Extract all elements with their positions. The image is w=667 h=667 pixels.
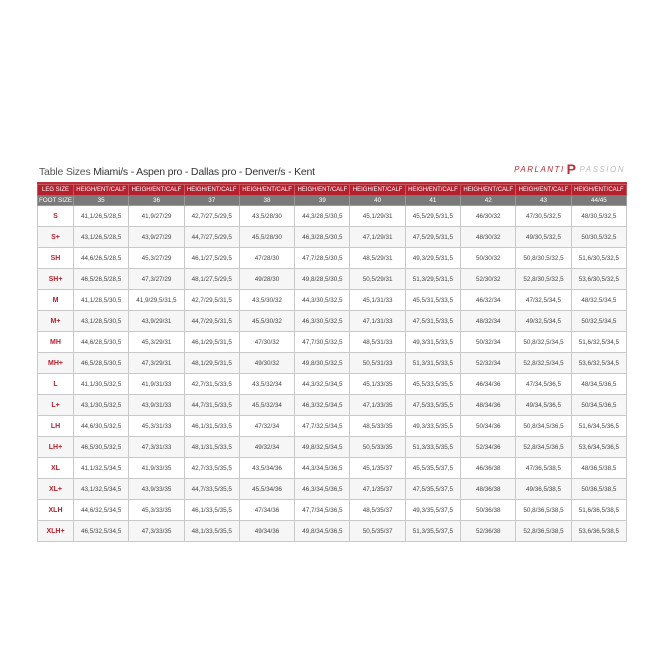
measurement-cell: 46,1/33,5/35,5 [184, 500, 239, 521]
measurement-cell: 47/30,5/32,5 [516, 206, 571, 227]
foot-size-cell: 39 [295, 196, 350, 206]
measurement-cell: 43,9/31/33 [129, 395, 184, 416]
measurement-cell: 47,3/29/31 [129, 353, 184, 374]
measurement-cell: 50/30,5/32,5 [571, 227, 626, 248]
measurement-cell: 41,1/32,5/34,5 [74, 458, 129, 479]
title-models: Miami/s - Aspen pro - Dallas pro - Denver/s - Kent [93, 166, 315, 178]
measurement-cell: 48/32,5/34,5 [571, 290, 626, 311]
measurement-cell: 44,3/28,5/30,5 [295, 206, 350, 227]
measurement-cell: 52/34/36 [461, 437, 516, 458]
measurement-cell: 43,5/34/36 [239, 458, 294, 479]
measurement-cell: 50,5/35/37 [350, 521, 405, 542]
measurement-cell: 47,1/31/33 [350, 311, 405, 332]
measurement-cell: 49,8/32,5/34,5 [295, 437, 350, 458]
table-row [38, 248, 627, 269]
leg-size-cell: S+ [38, 227, 74, 248]
table-row [38, 416, 627, 437]
leg-size-cell: XL+ [38, 479, 74, 500]
foot-size-cell: 43 [516, 196, 571, 206]
measurement-cell: 52/30/32 [461, 269, 516, 290]
measurement-cell: 47/32,5/34,5 [516, 290, 571, 311]
leg-size-cell: M [38, 290, 74, 311]
measurement-cell: 42,7/33,5/35,5 [184, 458, 239, 479]
brand-second: PASSION [579, 164, 625, 174]
measurement-cell: 46,5/28,5/30,5 [74, 353, 129, 374]
measurement-cell: 48/30/32 [461, 227, 516, 248]
measurement-cell: 48,5/31/33 [350, 332, 405, 353]
measurement-cell: 53,6/32,5/34,5 [571, 353, 626, 374]
measurement-cell: 46/36/38 [461, 458, 516, 479]
measurement-cell: 49,3/33,5/35,5 [405, 416, 460, 437]
measurement-cell: 52,8/34,5/36,5 [516, 437, 571, 458]
brand-logo [514, 161, 625, 177]
leg-size-cell: L+ [38, 395, 74, 416]
measurement-cell: 41,9/33/35 [129, 458, 184, 479]
measurement-cell: 51,6/30,5/32,5 [571, 248, 626, 269]
column-header: HEIGH/ENT/CALF [239, 185, 294, 196]
foot-size-header: FOOT SIZE [38, 197, 73, 204]
measurement-cell: 41,1/30,5/32,5 [74, 374, 129, 395]
measurement-cell: 45,5/35,5/37,5 [405, 458, 460, 479]
measurement-cell: 43,5/30/32 [239, 290, 294, 311]
measurement-cell: 49,3/29,5/31,5 [405, 248, 460, 269]
measurement-cell: 42,7/31,5/33,5 [184, 374, 239, 395]
measurement-cell: 47,3/27/29 [129, 269, 184, 290]
leg-size-cell: L [38, 374, 74, 395]
foot-size-cell: 40 [350, 196, 405, 206]
measurement-cell: 48,1/31,5/33,5 [184, 437, 239, 458]
measurement-cell: 46,3/32,5/34,5 [295, 395, 350, 416]
measurement-cell: 41,1/28,5/30,5 [74, 290, 129, 311]
measurement-cell: 50/36/38 [461, 500, 516, 521]
table-row [38, 500, 627, 521]
measurement-cell: 44,3/34,5/36,5 [295, 458, 350, 479]
title-row [37, 160, 627, 180]
measurement-cell: 49/28/30 [239, 269, 294, 290]
measurement-cell: 50/34,5/36,5 [571, 395, 626, 416]
measurement-cell: 45,3/27/29 [129, 248, 184, 269]
foot-size-cell: 44/45 [571, 196, 626, 206]
measurement-cell: 48,1/29,5/31,5 [184, 353, 239, 374]
measurement-cell: 41,1/26,5/28,5 [74, 206, 129, 227]
measurement-cell: 44,3/32,5/34,5 [295, 374, 350, 395]
measurement-cell: 47,5/33,5/35,5 [405, 395, 460, 416]
measurement-cell: 50/34/36 [461, 416, 516, 437]
table-row [38, 374, 627, 395]
measurement-cell: 45,5/33,5/35,5 [405, 374, 460, 395]
foot-size-cell: 41 [405, 196, 460, 206]
measurement-cell: 47,7/34,5/36,5 [295, 500, 350, 521]
leg-size-cell: M+ [38, 311, 74, 332]
column-header: HEIGH/ENT/CALF [295, 185, 350, 196]
brand-mark: P [566, 161, 578, 177]
measurement-cell: 47/30/32 [239, 332, 294, 353]
measurement-cell: 45,5/29,5/31,5 [405, 206, 460, 227]
leg-size-cell: XLH [38, 500, 74, 521]
measurement-cell: 45,5/30/32 [239, 311, 294, 332]
measurement-cell: 47/28/30 [239, 248, 294, 269]
measurement-cell: 48,5/35/37 [350, 500, 405, 521]
table-row [38, 206, 627, 227]
measurement-cell: 47/32/34 [239, 416, 294, 437]
column-header: HEIGH/ENT/CALF [350, 185, 405, 196]
measurement-cell: 44,6/28,5/30,5 [74, 332, 129, 353]
measurement-cell: 47,1/29/31 [350, 227, 405, 248]
measurement-cell: 50,8/30,5/32,5 [516, 248, 571, 269]
measurement-cell: 50,8/32,5/34,5 [516, 332, 571, 353]
measurement-cell: 43,1/26,5/28,5 [74, 227, 129, 248]
table-row [38, 521, 627, 542]
measurement-cell: 45,3/31/33 [129, 416, 184, 437]
measurement-cell: 52/36/38 [461, 521, 516, 542]
sizes-table [37, 184, 627, 542]
measurement-cell: 49/34,5/36,5 [516, 395, 571, 416]
measurement-cell: 49/32,5/34,5 [516, 311, 571, 332]
leg-size-cell: SH+ [38, 269, 74, 290]
measurement-cell: 46,3/34,5/36,5 [295, 479, 350, 500]
measurement-cell: 51,3/29,5/31,5 [405, 269, 460, 290]
leg-size-header: LEG SIZE [38, 185, 74, 196]
measurement-cell: 47,5/31,5/33,5 [405, 311, 460, 332]
measurement-cell: 48/34,5/36,5 [571, 374, 626, 395]
measurement-cell: 47,7/32,5/34,5 [295, 416, 350, 437]
column-header: HEIGH/ENT/CALF [184, 185, 239, 196]
measurement-cell: 47,5/29,5/31,5 [405, 227, 460, 248]
measurement-cell: 44,7/29,5/31,5 [184, 311, 239, 332]
measurement-cell: 46,3/30,5/32,5 [295, 311, 350, 332]
column-header: HEIGH/ENT/CALF [571, 185, 626, 196]
measurement-cell: 46,3/28,5/30,5 [295, 227, 350, 248]
measurement-cell: 41,9/27/29 [129, 206, 184, 227]
measurement-cell: 47,3/31/33 [129, 437, 184, 458]
measurement-cell: 43,1/32,5/34,5 [74, 479, 129, 500]
measurement-cell: 48,1/33,5/35,5 [184, 521, 239, 542]
measurement-cell: 49/30,5/32,5 [516, 227, 571, 248]
measurement-cell: 49,8/34,5/36,5 [295, 521, 350, 542]
measurement-cell: 47,5/35,5/37,5 [405, 479, 460, 500]
measurement-cell: 45,5/31,5/33,5 [405, 290, 460, 311]
leg-size-cell: XLH+ [38, 521, 74, 542]
measurement-cell: 41,9/29,5/31,5 [129, 290, 184, 311]
foot-size-cell: 38 [239, 196, 294, 206]
measurement-cell: 51,6/36,5/38,5 [571, 500, 626, 521]
column-header: HEIGH/ENT/CALF [461, 185, 516, 196]
measurement-cell: 48,1/27,5/29,5 [184, 269, 239, 290]
measurement-cell: 48,5/29/31 [350, 248, 405, 269]
foot-size-cell: 42 [461, 196, 516, 206]
measurement-cell: 47,1/33/35 [350, 395, 405, 416]
measurement-cell: 44,6/30,5/32,5 [74, 416, 129, 437]
foot-size-cell: 35 [74, 196, 129, 206]
measurement-cell: 41,9/31/33 [129, 374, 184, 395]
measurement-cell: 45,1/35/37 [350, 458, 405, 479]
size-chart [37, 160, 627, 542]
measurement-cell: 47/34,5/36,5 [516, 374, 571, 395]
measurement-cell: 47/34/36 [239, 500, 294, 521]
column-header: HEIGH/ENT/CALF [129, 185, 184, 196]
leg-size-cell: MH+ [38, 353, 74, 374]
measurement-cell: 49/32/34 [239, 437, 294, 458]
measurement-cell: 43,9/27/29 [129, 227, 184, 248]
measurement-cell: 46,5/30,5/32,5 [74, 437, 129, 458]
measurement-cell: 46/32/34 [461, 290, 516, 311]
measurement-cell: 50,8/34,5/36,5 [516, 416, 571, 437]
column-header: HEIGH/ENT/CALF [74, 185, 129, 196]
measurement-cell: 46,1/27,5/29,5 [184, 248, 239, 269]
measurement-cell: 50,8/36,5/38,5 [516, 500, 571, 521]
measurement-cell: 48/36,5/38,5 [571, 458, 626, 479]
measurement-cell: 49,8/28,5/30,5 [295, 269, 350, 290]
measurement-cell: 46/34/36 [461, 374, 516, 395]
measurement-cell: 43,5/32/34 [239, 374, 294, 395]
leg-size-cell: S [38, 206, 74, 227]
measurement-cell: 50/30/32 [461, 248, 516, 269]
leg-size-cell: LH [38, 416, 74, 437]
column-header: HEIGH/ENT/CALF [405, 185, 460, 196]
measurement-cell: 44,7/31,5/33,5 [184, 395, 239, 416]
measurement-cell: 48/30,5/32,5 [571, 206, 626, 227]
measurement-cell: 45,3/29/31 [129, 332, 184, 353]
measurement-cell: 51,6/34,5/36,5 [571, 416, 626, 437]
measurement-cell: 52,8/32,5/34,5 [516, 353, 571, 374]
measurement-cell: 47/36,5/38,5 [516, 458, 571, 479]
measurement-cell: 43,1/30,5/32,5 [74, 395, 129, 416]
measurement-cell: 49,3/35,5/37,5 [405, 500, 460, 521]
measurement-cell: 47,3/33/35 [129, 521, 184, 542]
table-row [38, 332, 627, 353]
foot-size-cell: 37 [184, 196, 239, 206]
measurement-cell: 43,1/28,5/30,5 [74, 311, 129, 332]
foot-size-cell: 36 [129, 196, 184, 206]
measurement-cell: 49/34/36 [239, 521, 294, 542]
measurement-cell: 45,5/34/36 [239, 479, 294, 500]
measurement-cell: 46,1/29,5/31,5 [184, 332, 239, 353]
measurement-cell: 50,5/31/33 [350, 353, 405, 374]
table-body [38, 206, 627, 542]
measurement-cell: 50,5/29/31 [350, 269, 405, 290]
leg-size-cell: LH+ [38, 437, 74, 458]
table-row [38, 353, 627, 374]
measurement-cell: 49,8/30,5/32,5 [295, 353, 350, 374]
measurement-cell: 45,1/33/35 [350, 374, 405, 395]
measurement-cell: 49/36,5/38,5 [516, 479, 571, 500]
header-row [38, 185, 627, 196]
measurement-cell: 47,7/30,5/32,5 [295, 332, 350, 353]
measurement-cell: 47,7/28,5/30,5 [295, 248, 350, 269]
measurement-cell: 50/32/34 [461, 332, 516, 353]
measurement-cell: 52/32/34 [461, 353, 516, 374]
measurement-cell: 51,3/33,5/35,5 [405, 437, 460, 458]
measurement-cell: 45,1/29/31 [350, 206, 405, 227]
measurement-cell: 44,7/27,5/29,5 [184, 227, 239, 248]
measurement-cell: 50/32,5/34,5 [571, 311, 626, 332]
measurement-cell: 51,3/31,5/33,5 [405, 353, 460, 374]
measurement-cell: 49,3/31,5/33,5 [405, 332, 460, 353]
measurement-cell: 43,5/28/30 [239, 206, 294, 227]
table-row [38, 227, 627, 248]
measurement-cell: 52,8/36,5/38,5 [516, 521, 571, 542]
measurement-cell: 45,1/31/33 [350, 290, 405, 311]
leg-size-cell: SH [38, 248, 74, 269]
table-row [38, 437, 627, 458]
measurement-cell: 46/30/32 [461, 206, 516, 227]
measurement-cell: 46,5/32,5/34,5 [74, 521, 129, 542]
measurement-cell: 42,7/29,5/31,5 [184, 290, 239, 311]
table-row [38, 311, 627, 332]
measurement-cell: 50/36,5/38,5 [571, 479, 626, 500]
measurement-cell: 46,5/26,5/28,5 [74, 269, 129, 290]
measurement-cell: 53,6/30,5/32,5 [571, 269, 626, 290]
measurement-cell: 45,5/28/30 [239, 227, 294, 248]
table-row [38, 290, 627, 311]
measurement-cell: 46,1/31,5/33,5 [184, 416, 239, 437]
title-prefix: Table Sizes [39, 166, 91, 178]
measurement-cell: 43,9/29/31 [129, 311, 184, 332]
table-row [38, 395, 627, 416]
column-header: HEIGH/ENT/CALF [516, 185, 571, 196]
foot-size-row [38, 196, 627, 206]
table-row [38, 479, 627, 500]
measurement-cell: 44,3/30,5/32,5 [295, 290, 350, 311]
measurement-cell: 49/30/32 [239, 353, 294, 374]
measurement-cell: 53,6/34,5/36,5 [571, 437, 626, 458]
measurement-cell: 48/32/34 [461, 311, 516, 332]
measurement-cell: 53,6/36,5/38,5 [571, 521, 626, 542]
measurement-cell: 48,5/33/35 [350, 416, 405, 437]
measurement-cell: 43,9/33/35 [129, 479, 184, 500]
brand-first: PARLANTI [514, 164, 565, 174]
measurement-cell: 44,6/32,5/34,5 [74, 500, 129, 521]
measurement-cell: 47,1/35/37 [350, 479, 405, 500]
measurement-cell: 51,6/32,5/34,5 [571, 332, 626, 353]
measurement-cell: 50,5/33/35 [350, 437, 405, 458]
measurement-cell: 45,3/33/35 [129, 500, 184, 521]
table-row [38, 458, 627, 479]
table-row [38, 269, 627, 290]
measurement-cell: 44,6/26,5/28,5 [74, 248, 129, 269]
measurement-cell: 44,7/33,5/35,5 [184, 479, 239, 500]
measurement-cell: 52,8/30,5/32,5 [516, 269, 571, 290]
measurement-cell: 51,3/35,5/37,5 [405, 521, 460, 542]
leg-size-cell: MH [38, 332, 74, 353]
table-title [39, 166, 315, 178]
measurement-cell: 48/34/36 [461, 395, 516, 416]
measurement-cell: 42,7/27,5/29,5 [184, 206, 239, 227]
measurement-cell: 48/36/38 [461, 479, 516, 500]
leg-size-cell: XL [38, 458, 74, 479]
measurement-cell: 45,5/32/34 [239, 395, 294, 416]
